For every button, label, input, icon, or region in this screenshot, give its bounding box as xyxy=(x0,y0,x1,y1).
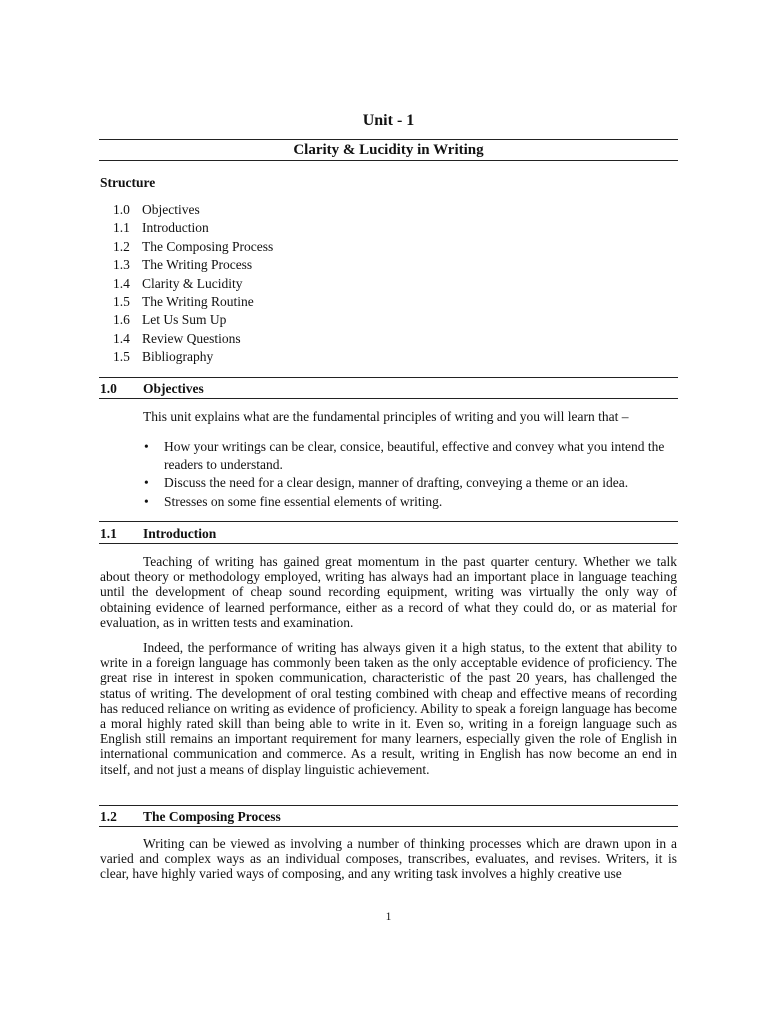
introduction-paragraph-2: Indeed, the performance of writing has always given it a high status, to the extent that ability to write in a foreign language has commonly been taken as the only acceptable evidence of proficiency. The great rise in interest in spoken communication, characteristic of the past 20 years, has challenged the status of writing. The development of oral testing combined with cheap and effective means of recording has reduced reliance on writing as evidence of proficiency. Ability to speak a foreign language has become a moral highly rated skill than being able to write in it. Even so, writing in a foreign language such as English still remains an important requirement for many learners, especially given the role of English in international communication and commerce. As a result, writing in English has now become an end in itself, and not just a means of display linguistic achievement. xyxy=(100,640,677,777)
bullet-item xyxy=(142,474,677,492)
section-title: The Composing Process xyxy=(143,809,281,824)
page-number: 1 xyxy=(385,911,392,923)
section-number: 1.1 xyxy=(100,526,117,541)
structure-item xyxy=(113,256,273,274)
structure-list xyxy=(113,201,273,367)
section-rule xyxy=(99,543,678,544)
structure-item-number: 1.4 xyxy=(113,275,130,291)
section-title: Objectives xyxy=(143,381,204,396)
composing-paragraph: Writing can be viewed as involving a number of thinking processes which are drawn upon in a varied and complex ways as an individual composes, transcribes, evaluates, and revises. Writers, it is clear, have highly varied ways of composing, and any writing task involves a highly creative use xyxy=(100,836,677,882)
structure-item-label: Introduction xyxy=(142,220,209,236)
bullet-icon: • xyxy=(144,475,149,491)
structure-item xyxy=(113,311,273,329)
section-rule xyxy=(99,521,678,522)
introduction-paragraph-1: Teaching of writing has gained great momentum in the past quarter century. Whether we talk about theory or methodology employed, writing has always had an important place in language teaching until the development of cheap sound recording equipment, writing was virtually the only way of obtaining evidence of learned performance, either as a record of what they could do, or as material for evaluation, as in written tests and examination. xyxy=(100,554,677,630)
structure-item-number: 1.0 xyxy=(113,202,130,217)
composing-heading xyxy=(100,808,281,825)
section-rule xyxy=(99,826,678,827)
chapter-title: Clarity & Lucidity in Writing xyxy=(293,142,484,158)
structure-item-label: Review Questions xyxy=(142,330,241,346)
bullet-text: Discuss the need for a clear design, manner of drafting, conveying a theme or an idea. xyxy=(164,475,629,491)
bullet-text: How your writings can be clear, consice, beautiful, effective and convey what you intend the readers to understand. xyxy=(164,439,665,473)
structure-item-label: The Composing Process xyxy=(142,238,274,254)
title-rule-bottom xyxy=(99,160,678,161)
structure-item-label: The Writing Routine xyxy=(142,293,254,309)
section-rule xyxy=(99,398,678,399)
structure-item xyxy=(113,219,273,237)
structure-item-label: Bibliography xyxy=(142,349,214,365)
section-rule xyxy=(99,377,678,378)
structure-item-number: 1.4 xyxy=(113,330,130,346)
structure-item xyxy=(113,330,273,348)
bullet-icon: • xyxy=(144,439,149,454)
structure-item-number: 1.5 xyxy=(113,293,130,309)
bullet-item xyxy=(142,493,677,511)
bullet-text: Stresses on some fine essential elements of writing. xyxy=(164,493,443,509)
structure-item-number: 1.1 xyxy=(113,220,130,236)
structure-item-number: 1.2 xyxy=(113,238,130,254)
structure-item xyxy=(113,293,273,311)
section-rule xyxy=(99,805,678,806)
structure-item-label: Clarity & Lucidity xyxy=(142,275,243,291)
unit-title: Unit - 1 xyxy=(362,112,415,129)
structure-item xyxy=(113,238,273,256)
objectives-bullets xyxy=(142,438,677,511)
objectives-heading xyxy=(100,380,204,397)
structure-item-label: Let Us Sum Up xyxy=(142,312,227,328)
structure-item-number: 1.3 xyxy=(113,257,130,273)
structure-item xyxy=(113,201,273,219)
structure-item-label: The Writing Process xyxy=(142,257,253,273)
bullet-item xyxy=(142,438,677,474)
structure-item-label: Objectives xyxy=(142,202,200,217)
structure-heading: Structure xyxy=(100,175,156,190)
bullet-icon: • xyxy=(144,493,149,509)
structure-item xyxy=(113,275,273,293)
structure-item-number: 1.5 xyxy=(113,349,130,365)
section-number: 1.0 xyxy=(100,381,117,396)
structure-item-number: 1.6 xyxy=(113,312,130,328)
section-number: 1.2 xyxy=(100,809,117,824)
structure-item xyxy=(113,348,273,366)
introduction-heading xyxy=(100,525,216,542)
section-title: Introduction xyxy=(143,526,217,541)
title-rule-top xyxy=(99,139,678,140)
objectives-intro: This unit explains what are the fundamental principles of writing and you will learn that – xyxy=(143,409,629,424)
